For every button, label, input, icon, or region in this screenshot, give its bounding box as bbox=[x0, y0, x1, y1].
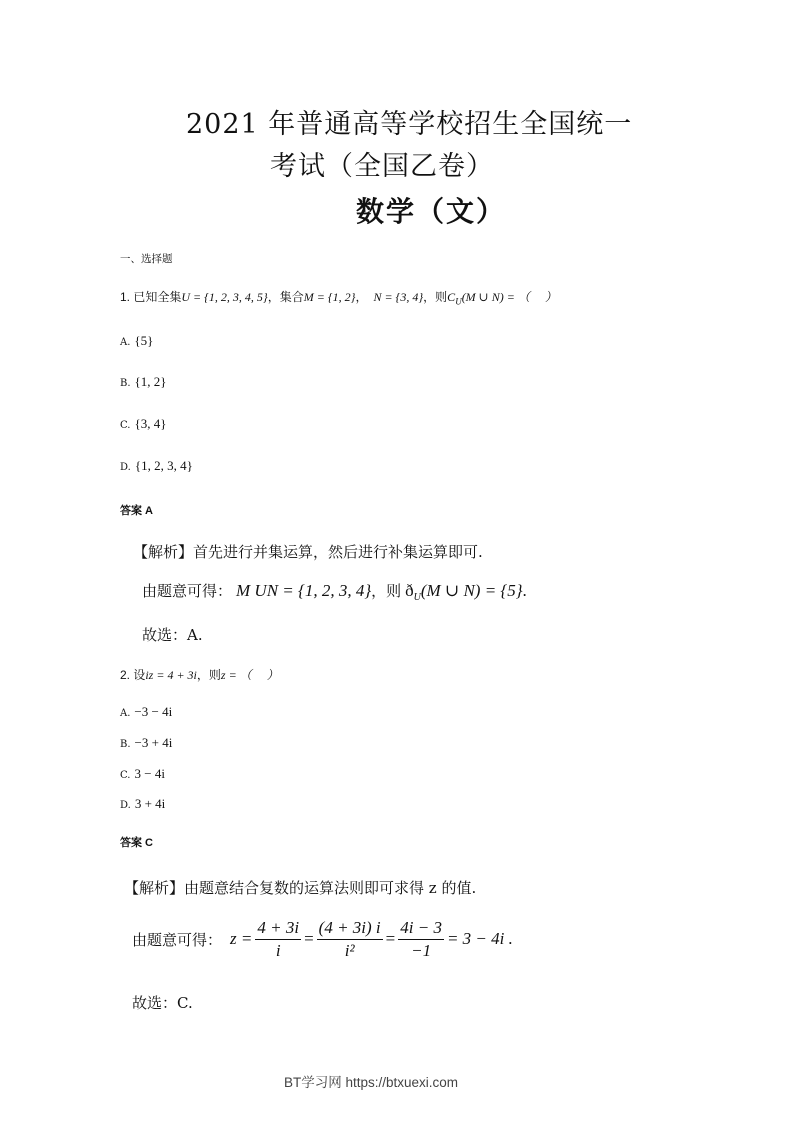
q1-option-b bbox=[120, 373, 167, 391]
option-value: {3, 4} bbox=[134, 416, 167, 431]
derive-z: z = bbox=[230, 929, 253, 949]
option-value: −3 + 4i bbox=[134, 735, 173, 750]
q1-choose: 故选：A. bbox=[142, 626, 203, 644]
analysis-tag: 【解析】 bbox=[124, 879, 185, 897]
q2-stem bbox=[120, 666, 279, 683]
analysis-tag: 【解析】 bbox=[133, 543, 194, 561]
equals-sign: = bbox=[385, 929, 396, 949]
footer-watermark: BT学习网 https://btxuexi.com bbox=[284, 1075, 459, 1090]
fraction-numerator: 4i − 3 bbox=[398, 918, 444, 940]
q2-analysis bbox=[124, 877, 476, 898]
option-letter: B. bbox=[120, 739, 131, 750]
q1-stem-mid1: ，集合 bbox=[267, 290, 304, 304]
option-letter: A. bbox=[120, 708, 131, 719]
q2-answer: 答案 C bbox=[120, 837, 153, 849]
equals-sign: = bbox=[304, 929, 314, 949]
q2-stem-mid: ，则 bbox=[196, 668, 221, 682]
q1-set-U: U = {1, 2, 3, 4, 5} bbox=[181, 290, 268, 304]
q1-stem-mid2: ， bbox=[355, 290, 368, 304]
q1-set-M: M = {1, 2} bbox=[303, 290, 356, 304]
q2-equation: iz = 4 + 3i bbox=[145, 668, 197, 682]
q2-z: z = （ ） bbox=[220, 668, 279, 682]
option-value: 3 − 4i bbox=[134, 766, 165, 781]
option-letter: C. bbox=[120, 420, 131, 431]
subject-title: 数学（文） bbox=[356, 196, 507, 227]
q1-stem bbox=[120, 288, 557, 306]
q2-option-d bbox=[120, 795, 165, 813]
complement-symbol: ð bbox=[405, 581, 414, 600]
option-value: {1, 2} bbox=[134, 374, 167, 389]
q1-complement-sub: U bbox=[455, 296, 462, 307]
q1-analysis bbox=[133, 541, 483, 562]
option-letter: D. bbox=[120, 462, 131, 473]
fraction-numerator: (4 + 3i) i bbox=[317, 918, 383, 940]
section-label: 一、选择题 bbox=[120, 253, 173, 265]
option-value: −3 − 4i bbox=[134, 704, 173, 719]
q1-option-d bbox=[120, 457, 193, 475]
q2-option-a bbox=[120, 703, 172, 721]
q1-complement: C bbox=[447, 290, 456, 304]
option-letter: D. bbox=[120, 800, 131, 811]
analysis-text: 首先进行并集运算，然后进行补集运算即可. bbox=[193, 543, 483, 561]
q1-option-c bbox=[120, 415, 166, 433]
derive-label: 由题意可得： bbox=[142, 582, 233, 600]
derive-mid: ，则 bbox=[371, 582, 402, 600]
fraction-3 bbox=[398, 918, 444, 960]
q2-option-c bbox=[120, 765, 165, 783]
option-value: {5} bbox=[134, 333, 154, 348]
derive-union: M UN = {1, 2, 3, 4} bbox=[236, 581, 372, 600]
complement-sub: U bbox=[413, 592, 421, 604]
q2-derivation bbox=[132, 918, 513, 960]
q1-stem-expr: (M ∪ N) = （ ） bbox=[461, 290, 557, 304]
option-value: 3 + 4i bbox=[134, 796, 166, 811]
fraction-denominator: i bbox=[275, 940, 281, 960]
analysis-text: 由题意结合复数的运算法则即可求得 z 的值. bbox=[184, 879, 477, 897]
fraction-denominator: i² bbox=[344, 940, 355, 960]
q1-derivation bbox=[142, 580, 527, 603]
fraction-2 bbox=[317, 918, 383, 960]
derive-result: (M ∪ N) = {5} bbox=[420, 581, 523, 600]
q1-set-N: N = {3, 4} bbox=[373, 290, 424, 304]
q2-stem-prefix: 2. 设 bbox=[120, 668, 146, 682]
option-letter: B. bbox=[120, 378, 131, 389]
derive-result: = 3 − 4i . bbox=[446, 929, 513, 949]
fraction-1 bbox=[255, 918, 301, 960]
option-value: {1, 2, 3, 4} bbox=[134, 458, 193, 473]
title-line-2: 考试（全国乙卷） bbox=[270, 151, 494, 182]
fraction-numerator: 4 + 3i bbox=[255, 918, 301, 940]
q2-option-b bbox=[120, 734, 172, 752]
fraction-denominator: −1 bbox=[411, 940, 432, 960]
q1-option-a bbox=[120, 332, 153, 350]
q2-choose: 故选：C. bbox=[132, 994, 193, 1012]
derive-end: . bbox=[522, 581, 527, 600]
q1-stem-prefix: 1. 已知全集 bbox=[120, 290, 182, 304]
derive-label: 由题意可得： bbox=[132, 930, 223, 949]
q1-answer: 答案 A bbox=[120, 505, 153, 517]
title-line-1: 2021 年普通高等学校招生全国统一 bbox=[186, 109, 633, 140]
option-letter: C. bbox=[120, 770, 131, 781]
q1-stem-mid3: ，则 bbox=[423, 290, 448, 304]
option-letter: A. bbox=[120, 337, 131, 348]
